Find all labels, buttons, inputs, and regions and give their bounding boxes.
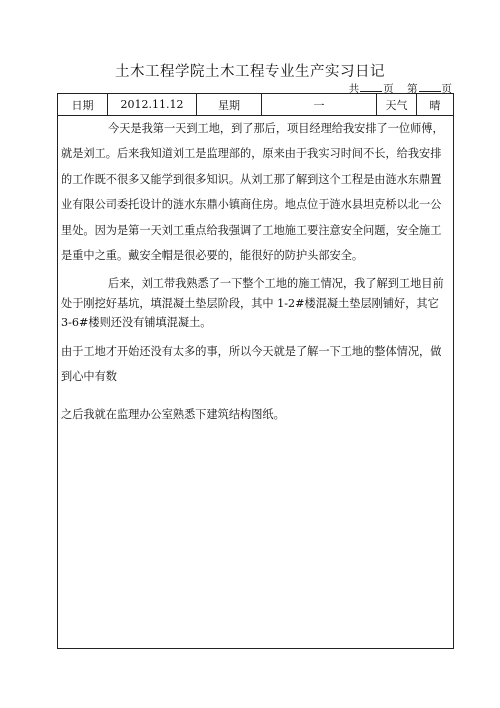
entry-paragraph: 后来，刘工带我熟悉了一下整个工地的施工情况，我了解到工地目前处于刚挖好基坑，填混凝土垫层阶段，其中 1-2#楼混凝土垫层刚铺好，其它 3-6#楼则还没有铺填混凝土。 (61, 277, 444, 330)
date-value: 2012.11.12 (108, 94, 197, 115)
page-total-label: 共 (348, 83, 360, 95)
document-title: 土木工程学院土木工程专业生产实习日记 (115, 64, 385, 80)
weekday-value: 一 (262, 94, 377, 115)
page-current-blank (419, 82, 441, 92)
diary-sheet (57, 93, 454, 649)
entry-paragraph: 之后我就在监理办公室熟悉下建筑结构图纸。 (61, 407, 285, 421)
weather-value: 晴 (429, 98, 441, 112)
entry-paragraph: 由于工地才开始还没有太多的事，所以今天就是了解一下工地的整体情况，做到心中有数 (61, 344, 442, 383)
page-total-unit: 页 (383, 83, 394, 95)
date-label: 日期 (58, 94, 108, 115)
entry-paragraph: 今天是我第一天到工地，到了那后，项目经理给我安排了一位师傅，就是刘工。后来我知道刘工是监理部的，原来由于我实习时间不长，给我安排的工作既不很多又能学到很多知识。从刘工那了解到这个工程是由涟水东鼎置业有限公司委托设计的涟水东鼎小镇商住房。地点位于涟水县坦克桥以北一公里处。因为是第一天刘工重点给我强调了工地施工要注意安全问题，安全施工是重中之重。戴安全帽是很必要的，能很好的防护头部安全。 (61, 122, 444, 263)
page-current-unit: 页 (441, 83, 452, 95)
diary-entry (58, 116, 453, 425)
weekday-label: 星期 (197, 94, 262, 115)
weather-label: 天气 (377, 94, 417, 115)
header-row (58, 94, 453, 116)
page-total-blank (360, 82, 382, 92)
page-current-label: 第 (407, 83, 418, 95)
